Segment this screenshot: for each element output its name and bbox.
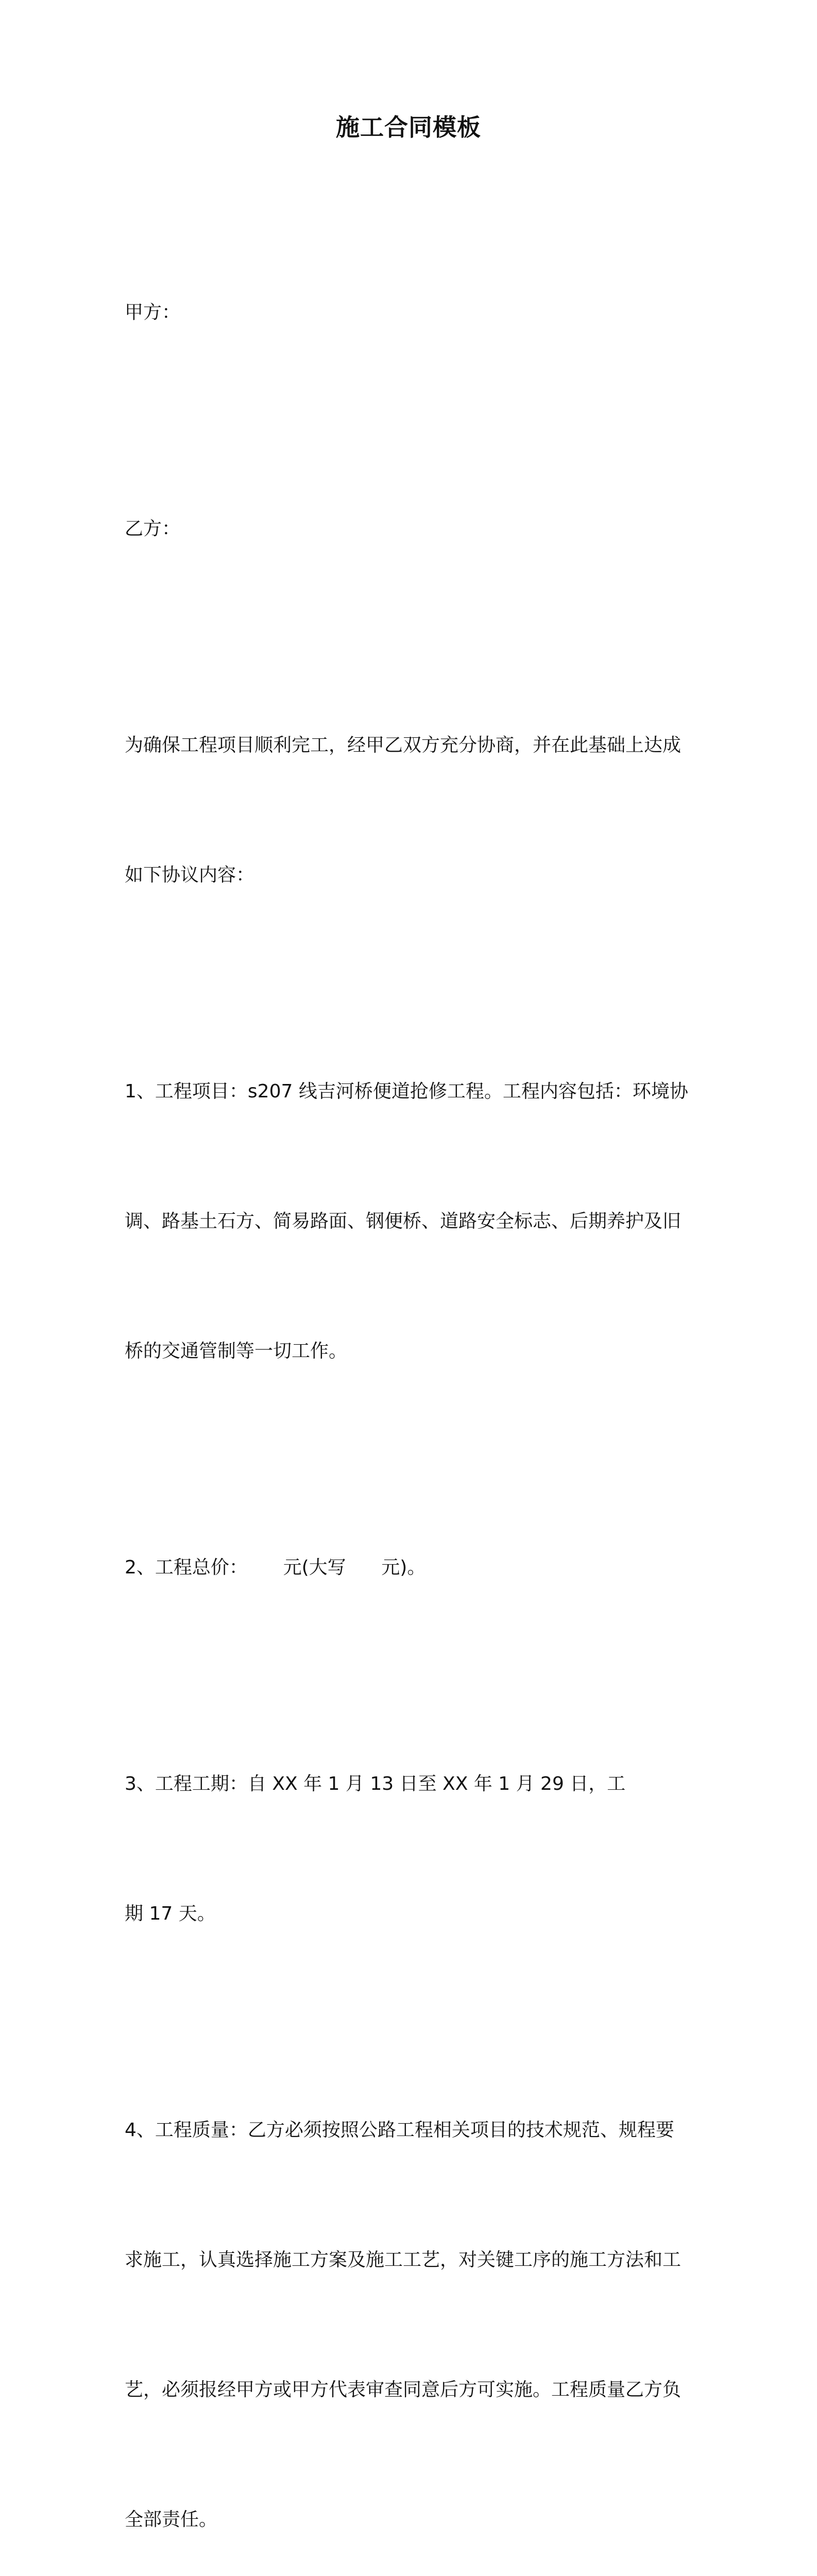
text-line: 1、工程项目：s207 线吉河桥便道抢修工程。工程内容包括：环境协 bbox=[125, 1081, 688, 1102]
clause-4-paragraph bbox=[125, 2022, 702, 2576]
clause-2-paragraph bbox=[125, 1460, 702, 1676]
text-line: 期 17 天。 bbox=[125, 1903, 216, 1924]
document-body bbox=[125, 205, 702, 2576]
text-line: 乙方： bbox=[125, 518, 181, 539]
text-line: 为确保工程项目顺利完工，经甲乙双方充分协商，并在此基础上达成 bbox=[125, 735, 682, 756]
text-line: 艺，必须报经甲方或甲方代表审查同意后方可实施。工程质量乙方负 bbox=[125, 2379, 682, 2400]
text-line: 求施工，认真选择施工方案及施工工艺，对关键工序的施工方法和工 bbox=[125, 2249, 682, 2270]
party-a-paragraph bbox=[125, 205, 702, 421]
text-line: 桥的交通管制等一切工作。 bbox=[125, 1341, 348, 1362]
document-title: 施工合同模板 bbox=[336, 113, 481, 141]
text-line: 甲方： bbox=[125, 302, 181, 323]
text-line: 全部责任。 bbox=[125, 2509, 218, 2530]
clause-1-paragraph bbox=[125, 984, 702, 1460]
text-line: 调、路基土石方、简易路面、钢便桥、道路安全标志、后期养护及旧 bbox=[125, 1211, 682, 1232]
text-line: 2、工程总价： 元(大写 元)。 bbox=[125, 1557, 426, 1578]
party-b-paragraph bbox=[125, 421, 702, 637]
preamble-paragraph bbox=[125, 637, 702, 984]
text-line: 3、工程工期：自 XX 年 1 月 13 日至 XX 年 1 月 29 日，工 bbox=[125, 1773, 626, 1794]
text-line: 如下协议内容： bbox=[125, 865, 255, 886]
text-line: 4、工程质量：乙方必须按照公路工程相关项目的技术规范、规程要 bbox=[125, 2120, 674, 2141]
clause-3-paragraph bbox=[125, 1676, 702, 2022]
